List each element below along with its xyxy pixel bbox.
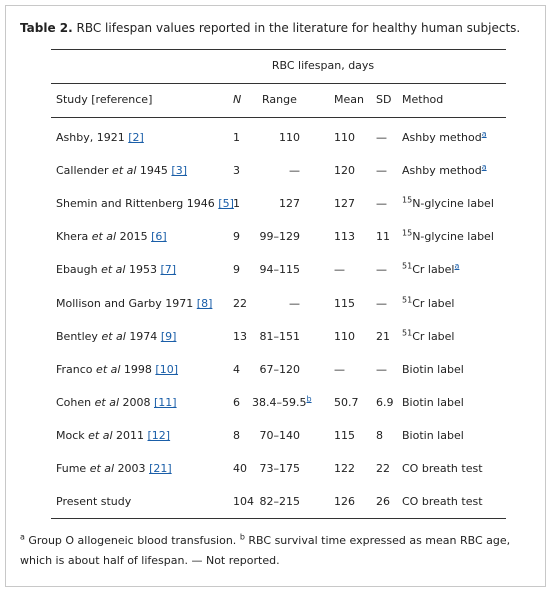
header-n: N bbox=[233, 93, 242, 106]
cell-sd: 6.9 bbox=[376, 396, 394, 409]
table-row bbox=[6, 395, 547, 411]
cell-sd: — bbox=[376, 197, 387, 210]
cell-study: Callender et al 1945 [3] bbox=[56, 164, 188, 177]
cell-study: Ebaugh et al 1953 [7] bbox=[56, 263, 177, 276]
table-row bbox=[6, 196, 547, 212]
cell-sd: 11 bbox=[376, 230, 390, 243]
cell-method: $^{51}$Cr label bbox=[402, 295, 455, 310]
footnote-link[interactable]: b bbox=[306, 394, 312, 404]
header-range: Range bbox=[262, 93, 297, 106]
cell-method: $^{15}$N-glycine label bbox=[402, 228, 494, 243]
cell-mean: 127 bbox=[334, 197, 355, 210]
table-footnote bbox=[20, 531, 535, 571]
cell-study: Shemin and Rittenberg 1946 [5] bbox=[56, 197, 234, 210]
cell-method: $^{15}$N-glycine label bbox=[402, 195, 494, 210]
table-row bbox=[6, 229, 547, 245]
cell-sd: 8 bbox=[376, 429, 383, 442]
cell-n: 4 bbox=[233, 363, 240, 376]
reference-link[interactable]: [12] bbox=[147, 429, 171, 442]
cell-range: 38.4–59.5$^b$ bbox=[252, 394, 312, 409]
top-rule bbox=[51, 49, 506, 50]
cell-sd: 26 bbox=[376, 495, 390, 508]
cell-study: Bentley et al 1974 [9] bbox=[56, 330, 177, 343]
footnote-link[interactable]: a bbox=[481, 129, 487, 139]
cell-sd: — bbox=[376, 131, 387, 144]
cell-range: 110 bbox=[279, 131, 300, 144]
cell-n: 13 bbox=[233, 330, 247, 343]
cell-method: Biotin label bbox=[402, 396, 464, 409]
cell-study: Khera et al 2015 [6] bbox=[56, 230, 167, 243]
cell-study: Cohen et al 2008 [11] bbox=[56, 396, 177, 409]
footnote-b-text: RBC survival time expressed as mean RBC age, which is about half of lifespan. — Not reported. bbox=[20, 534, 511, 567]
cell-mean: 126 bbox=[334, 495, 355, 508]
reference-link[interactable]: [8] bbox=[196, 297, 213, 310]
spanner-header: RBC lifespan, days bbox=[271, 59, 375, 72]
reference-link[interactable]: [3] bbox=[171, 164, 188, 177]
table-row bbox=[6, 494, 547, 510]
cell-range: 73–175 bbox=[259, 462, 300, 475]
table-label: Table 2. bbox=[20, 21, 73, 35]
cell-range: 81–151 bbox=[259, 330, 300, 343]
table-row bbox=[6, 329, 547, 345]
cell-sd: 22 bbox=[376, 462, 390, 475]
header-mean: Mean bbox=[334, 93, 364, 106]
table-row bbox=[6, 296, 547, 312]
cell-method: $^{51}$Cr label bbox=[402, 328, 455, 343]
cell-sd: — bbox=[376, 297, 387, 310]
cell-sd: — bbox=[376, 263, 387, 276]
reference-link[interactable]: [5] bbox=[218, 197, 234, 210]
cell-n: 6 bbox=[233, 396, 240, 409]
cell-mean: 115 bbox=[334, 429, 355, 442]
table-row bbox=[6, 428, 547, 444]
reference-link[interactable]: [10] bbox=[155, 363, 179, 376]
cell-mean: 110 bbox=[334, 330, 355, 343]
bottom-rule bbox=[51, 518, 506, 519]
reference-link[interactable]: [11] bbox=[154, 396, 177, 409]
cell-mean: 115 bbox=[334, 297, 355, 310]
cell-mean: — bbox=[334, 263, 345, 276]
cell-method: CO breath test bbox=[402, 495, 483, 508]
footnote-link[interactable]: a bbox=[454, 261, 460, 271]
table-row bbox=[6, 130, 547, 146]
cell-mean: 50.7 bbox=[334, 396, 359, 409]
cell-method: $^{51}$Cr label$^a$ bbox=[402, 261, 460, 276]
table-row bbox=[6, 262, 547, 278]
cell-method: Biotin label bbox=[402, 363, 464, 376]
cell-sd: — bbox=[376, 164, 387, 177]
footnote-link[interactable]: a bbox=[481, 162, 487, 172]
reference-link[interactable]: [2] bbox=[128, 131, 144, 144]
header-method: Method bbox=[402, 93, 444, 106]
reference-link[interactable]: [6] bbox=[151, 230, 167, 243]
header-rule bbox=[51, 117, 506, 118]
cell-n: 9 bbox=[233, 263, 240, 276]
table-row bbox=[6, 362, 547, 378]
cell-sd: 21 bbox=[376, 330, 390, 343]
table-caption bbox=[20, 20, 520, 36]
cell-n: 40 bbox=[233, 462, 247, 475]
cell-sd: — bbox=[376, 363, 387, 376]
cell-study: Mock et al 2011 [12] bbox=[56, 429, 171, 442]
reference-link[interactable]: [21] bbox=[149, 462, 172, 475]
cell-method: Ashby method$^a$ bbox=[402, 129, 487, 144]
reference-link[interactable]: [7] bbox=[160, 263, 177, 276]
cell-n: 9 bbox=[233, 230, 240, 243]
table-row bbox=[6, 461, 547, 477]
cell-n: 3 bbox=[233, 164, 240, 177]
cell-study: Fume et al 2003 [21] bbox=[56, 462, 172, 475]
cell-study: Franco et al 1998 [10] bbox=[56, 363, 179, 376]
cell-study: Ashby, 1921 [2] bbox=[56, 131, 144, 144]
cell-n: 8 bbox=[233, 429, 240, 442]
cell-mean: — bbox=[334, 363, 345, 376]
cell-method: Ashby method$^a$ bbox=[402, 162, 487, 177]
table-frame bbox=[5, 5, 546, 587]
header-sd: SD bbox=[376, 93, 392, 106]
cell-mean: 110 bbox=[334, 131, 355, 144]
table-row bbox=[6, 163, 547, 179]
cell-study: Mollison and Garby 1971 [8] bbox=[56, 297, 213, 310]
cell-n: 1 bbox=[233, 197, 240, 210]
cell-range: 67–120 bbox=[259, 363, 300, 376]
header-study: Study [reference] bbox=[56, 93, 153, 106]
cell-n: 1 bbox=[233, 131, 240, 144]
spanner-rule bbox=[51, 83, 506, 84]
reference-link[interactable]: [9] bbox=[160, 330, 177, 343]
cell-range: 70–140 bbox=[259, 429, 300, 442]
cell-method: Biotin label bbox=[402, 429, 464, 442]
cell-range: 82–215 bbox=[259, 495, 300, 508]
cell-range: — bbox=[289, 297, 300, 310]
cell-mean: 120 bbox=[334, 164, 355, 177]
cell-study: Present study bbox=[56, 495, 132, 508]
footnote-b-mark: b bbox=[239, 532, 245, 542]
cell-range: 99–129 bbox=[259, 230, 300, 243]
cell-range: 94–115 bbox=[259, 263, 300, 276]
cell-method: CO breath test bbox=[402, 462, 483, 475]
cell-n: 104 bbox=[233, 495, 254, 508]
cell-n: 22 bbox=[233, 297, 247, 310]
cell-range: 127 bbox=[279, 197, 300, 210]
cell-range: — bbox=[289, 164, 300, 177]
table-caption-text: RBC lifespan values reported in the literature for healthy human subjects. bbox=[76, 21, 521, 35]
footnote-a-mark: a bbox=[20, 532, 25, 542]
footnote-a-text: Group O allogeneic blood transfusion. bbox=[28, 534, 237, 547]
cell-mean: 113 bbox=[334, 230, 355, 243]
cell-mean: 122 bbox=[334, 462, 355, 475]
